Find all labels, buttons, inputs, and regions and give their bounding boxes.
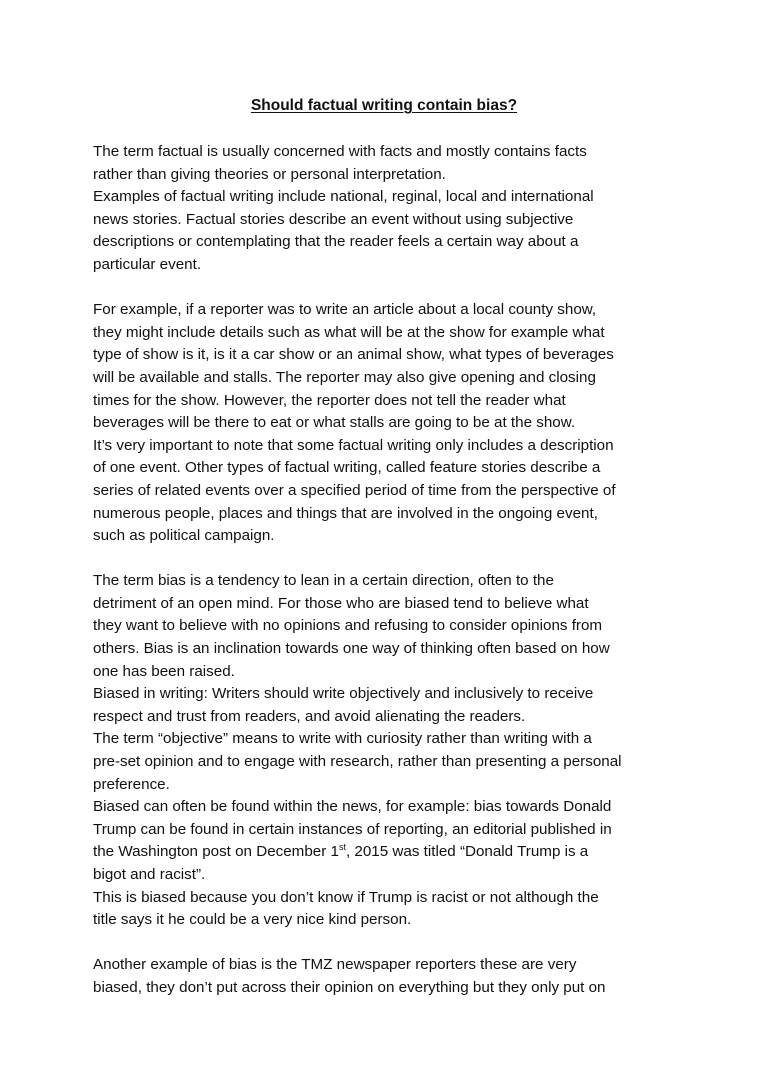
text-line: type of show is it, is it a car show or an animal show, what types of beverages (93, 346, 614, 364)
ordinal-superscript: st (338, 842, 346, 853)
text-line: bigot and racist”. (93, 866, 206, 883)
text-line: they might include details such as what will be at the show for example what (93, 323, 605, 341)
text-line: The term bias is a tendency to lean in a certain direction, often to the (93, 572, 554, 590)
document-body (93, 141, 685, 1000)
text-line: of one event. Other types of factual writing, called feature stories describe a (93, 459, 601, 477)
paragraph-gap (93, 548, 685, 571)
text-line: preference. (93, 775, 170, 793)
text-line: This is biased because you don’t know if Trump is racist or not although the (93, 888, 599, 906)
text-line: others. Bias is an inclination towards one way of thinking often based on how (93, 640, 610, 658)
text-line: respect and trust from readers, and avoid alienating the readers. (93, 707, 526, 725)
text-line: biased, they don’t put across their opinion on everything but they only put on (93, 978, 606, 996)
text-line-with-superscript (93, 841, 685, 864)
text-line: rather than giving theories or personal interpretation. (93, 165, 446, 183)
text-line: descriptions or contemplating that the reader feels a certain way about a (93, 233, 579, 251)
text-line: Biased in writing: Writers should write objectively and inclusively to receive (93, 685, 594, 703)
text-line: times for the show. However, the reporter does not tell the reader what (93, 391, 566, 409)
text-line: For example, if a reporter was to write an article about a local county show, (93, 301, 597, 319)
text-line: series of related events over a specified period of time from the perspective of (93, 481, 616, 499)
text-line: Another example of bias is the TMZ newspaper reporters these are very (93, 956, 577, 974)
text-line: Trump can be found in certain instances of reporting, an editorial published in (93, 820, 612, 838)
text-line: Examples of factual writing include national, reginal, local and international (93, 188, 594, 206)
text-line: one has been raised. (93, 662, 235, 680)
text-line: beverages will be there to eat or what stalls are going to be at the show. (93, 414, 576, 432)
text-line: news stories. Factual stories describe an event without using subjective (93, 210, 574, 228)
text-line: particular event. (93, 255, 202, 273)
text-line: title says it he could be a very nice kind person. (93, 911, 412, 929)
document-title: Should factual writing contain bias? (250, 97, 518, 114)
text-line: they want to believe with no opinions and refusing to consider opinions from (93, 617, 603, 635)
text-line: such as political campaign. (93, 527, 275, 545)
paragraph-gap (93, 932, 685, 955)
text-line: It’s very important to note that some factual writing only includes a description (93, 436, 614, 454)
text-line: Biased can often be found within the news, for example: bias towards Donald (93, 798, 612, 816)
text-line: numerous people, places and things that are involved in the ongoing event, (93, 504, 598, 522)
text-line: The term “objective” means to write with curiosity rather than writing with a (93, 730, 592, 748)
text-line: The term factual is usually concerned with facts and mostly contains facts (93, 143, 587, 160)
text-line: will be available and stalls. The reporter may also give opening and closing (93, 368, 596, 386)
text-line: pre-set opinion and to engage with research, rather than presenting a personal (93, 753, 622, 771)
text-segment: the Washington post on December 1 (93, 843, 339, 861)
text-segment: , 2015 was titled “Donald Trump is a (345, 843, 589, 861)
text-line: detriment of an open mind. For those who are biased tend to believe what (93, 594, 589, 612)
paragraph-gap (93, 277, 685, 300)
